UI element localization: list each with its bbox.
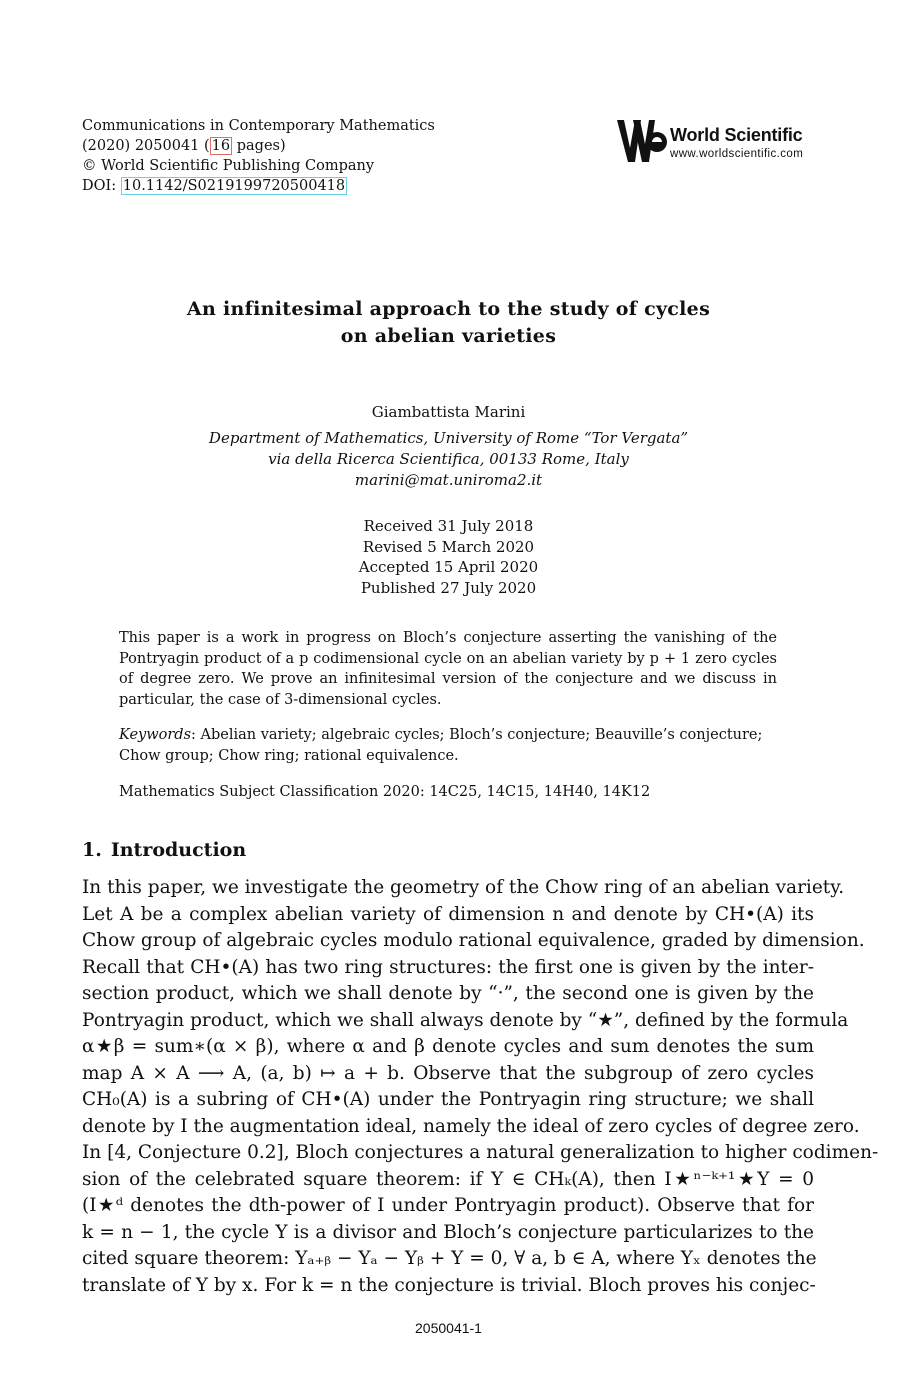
world-scientific-logo bbox=[616, 118, 816, 164]
body-line: k = n − 1, the cycle Y is a divisor and Bloch’s conjecture particularizes to the bbox=[82, 1221, 814, 1243]
keywords bbox=[119, 725, 777, 766]
logo-name: World Scientific bbox=[670, 125, 803, 145]
section-heading bbox=[82, 839, 255, 861]
journal-header bbox=[82, 116, 435, 196]
date-accepted: Accepted 15 April 2020 bbox=[358, 558, 539, 576]
pages-link[interactable]: 16 bbox=[211, 138, 231, 154]
page-footer: 2050041-1 bbox=[415, 1320, 482, 1336]
copyright: © World Scientific Publishing Company bbox=[82, 158, 375, 174]
date-published: Published 27 July 2020 bbox=[360, 578, 537, 597]
keywords-label: Keywords bbox=[119, 727, 192, 743]
affiliation-line-1: Department of Mathematics, University of Rome “Tor Vergata” bbox=[208, 429, 689, 447]
body-line: sion of the celebrated square theorem: if Y ∈ CHₖ(A), then I★ⁿ⁻ᵏ⁺¹★Y = 0 bbox=[82, 1168, 814, 1190]
author-email: marini@mat.uniroma2.it bbox=[354, 471, 543, 489]
keywords-text: : Abelian variety; algebraic cycles; Bloch’s conjecture; Beauville’s conjecture; Chow group; Chow ring; rational equivalence. bbox=[119, 727, 763, 764]
body-line: (I★ᵈ denotes the dth-power of I under Pontryagin product). Observe that for bbox=[82, 1195, 814, 1216]
date-received: Received 31 July 2018 bbox=[363, 517, 534, 535]
body-line: denote by I the augmentation ideal, namely the ideal of zero cycles of degree zero. bbox=[82, 1115, 860, 1137]
body-line: section product, which we shall denote by “·”, the second one is given by the bbox=[82, 983, 814, 1004]
paper-title bbox=[150, 296, 747, 350]
body-line: cited square theorem: Yₐ₊ᵦ − Yₐ − Yᵦ + Y = 0, ∀ a, b ∈ A, where Yₓ denotes the bbox=[82, 1248, 817, 1269]
logo-url: www.worldscientific.com bbox=[670, 148, 804, 160]
body-line: map A × A ⟶ A, (a, b) ↦ a + b. Observe that the subgroup of zero cycles bbox=[82, 1062, 814, 1084]
body-line: Recall that CH•(A) has two ring structures: the first one is given by the inter- bbox=[82, 956, 814, 978]
journal-name: Communications in Contemporary Mathematics bbox=[82, 118, 435, 134]
body-line: In [4, Conjecture 0.2], Bloch conjectures a natural generalization to higher codimen- bbox=[82, 1142, 879, 1163]
doi-link[interactable]: 10.1142/S0219199720500418 bbox=[122, 178, 346, 194]
title-line-2: on abelian varieties bbox=[340, 325, 557, 347]
author-name: Giambattista Marini bbox=[371, 403, 526, 421]
subject-classification: Mathematics Subject Classification 2020: 14C25, 14C15, 14H40, 14K12 bbox=[119, 784, 651, 800]
date-revised: Revised 5 March 2020 bbox=[362, 537, 535, 556]
body-text bbox=[82, 875, 879, 1299]
journal-year-pages: (2020) 2050041 ( 16 pages) bbox=[82, 138, 286, 154]
body-line: translate of Y by x. For k = n the conjecture is trivial. Bloch proves his conjec- bbox=[82, 1274, 816, 1296]
affiliation-line-2: via della Ricerca Scientifica, 00133 Rome, Italy bbox=[268, 450, 629, 468]
world-scientific-logo-icon bbox=[616, 118, 668, 164]
section-title: Introduction bbox=[110, 839, 247, 861]
body-line: In this paper, we investigate the geometry of the Chow ring of an abelian variety. bbox=[82, 877, 845, 898]
doi-line: DOI: 10.1142/S0219199720500418 bbox=[82, 178, 346, 194]
section-number: 1. bbox=[82, 839, 102, 861]
body-line: Chow group of algebraic cycles modulo rational equivalence, graded by dimension. bbox=[82, 930, 865, 951]
abstract: This paper is a work in progress on Bloch’s conjecture asserting the vanishing of the Pontryagin product of a p codimensional cycle on an abelian variety by p + 1 zero cycles of degree zero. We prove an infinitesimal version of the conjecture and we discuss in particular, the case of 3-dimensional cycles. bbox=[119, 630, 777, 708]
body-line: CH₀(A) is a subring of CH•(A) under the Pontryagin ring structure; we shall bbox=[82, 1089, 814, 1110]
title-line-1: An infinitesimal approach to the study of cycles bbox=[186, 298, 711, 320]
body-line: Let A be a complex abelian variety of dimension n and denote by CH•(A) its bbox=[82, 903, 814, 925]
author-affiliation bbox=[150, 428, 747, 491]
body-line: α★β = sum∗(α × β), where α and β denote cycles and sum denotes the sum bbox=[82, 1036, 814, 1057]
publication-dates bbox=[250, 516, 647, 598]
body-line: Pontryagin product, which we shall always denote by “★”, defined by the formula bbox=[82, 1009, 849, 1031]
